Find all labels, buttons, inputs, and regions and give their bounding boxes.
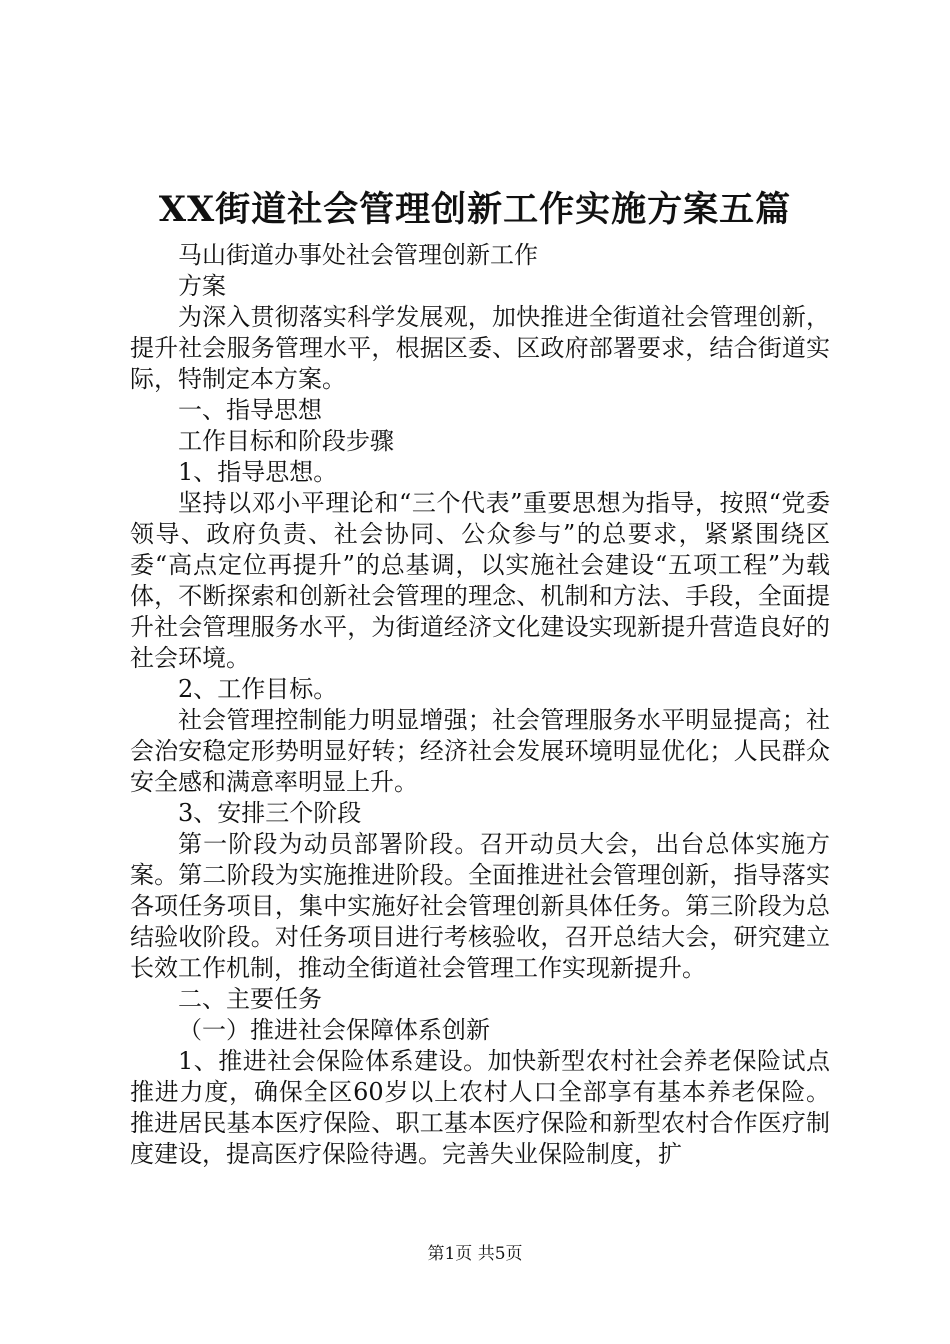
subsection-heading: （一）推进社会保障体系创新 xyxy=(178,1016,490,1044)
subsection-heading: 2、工作目标。 xyxy=(178,675,338,703)
paragraph: 1、推进社会保险体系建设。加快新型农村社会养老保险试点推进力度，确保全区60岁以上农村人口全部享有基本养老保险。推进居民基本医疗保险、职工基本医疗保险和新型农村合作医疗制度建设，提高医疗保险待遇。完善失业保险制度，扩 xyxy=(130,1047,830,1168)
subsection-heading: 3、安排三个阶段 xyxy=(178,799,362,827)
section-heading: 一、指导思想 xyxy=(178,396,322,424)
section-heading: 二、主要任务 xyxy=(178,985,322,1013)
document-body xyxy=(130,240,830,1170)
page-footer: 第1页 共5页 xyxy=(427,1244,523,1264)
paragraph: 社会管理控制能力明显增强；社会管理服务水平明显提高；社会治安稳定形势明显好转；经济社会发展环境明显优化；人民群众安全感和满意率明显上升。 xyxy=(130,706,830,796)
subsection-heading: 1、指导思想。 xyxy=(178,458,338,486)
paragraph: 坚持以邓小平理论和“三个代表”重要思想为指导，按照“党委领导、政府负责、社会协同、公众参与”的总要求，紧紧围绕区委“高点定位再提升”的总基调，以实施社会建设“五项工程”为载体，不断探索和创新社会管理的理念、机制和方法、手段，全面提升社会管理服务水平，为街道经济文化建设实现新提升营造良好的社会环境。 xyxy=(130,489,830,672)
paragraph: 为深入贯彻落实科学发展观，加快推进全街道社会管理创新，提升社会服务管理水平，根据区委、区政府部署要求，结合街道实际，特制定本方案。 xyxy=(130,303,830,393)
paragraph: 工作目标和阶段步骤 xyxy=(178,427,394,455)
paragraph: 第一阶段为动员部署阶段。召开动员大会，出台总体实施方案。第二阶段为实施推进阶段。全面推进社会管理创新，指导落实各项任务项目，集中实施好社会管理创新具体任务。第三阶段为总结验收阶段。对任务项目进行考核验收，召开总结大会，研究建立长效工作机制，推动全街道社会管理工作实现新提升。 xyxy=(130,830,830,982)
paragraph: 马山街道办事处社会管理创新工作 xyxy=(178,241,538,269)
paragraph: 方案 xyxy=(178,272,226,300)
document-title: XX街道社会管理创新工作实施方案五篇 xyxy=(158,189,792,230)
